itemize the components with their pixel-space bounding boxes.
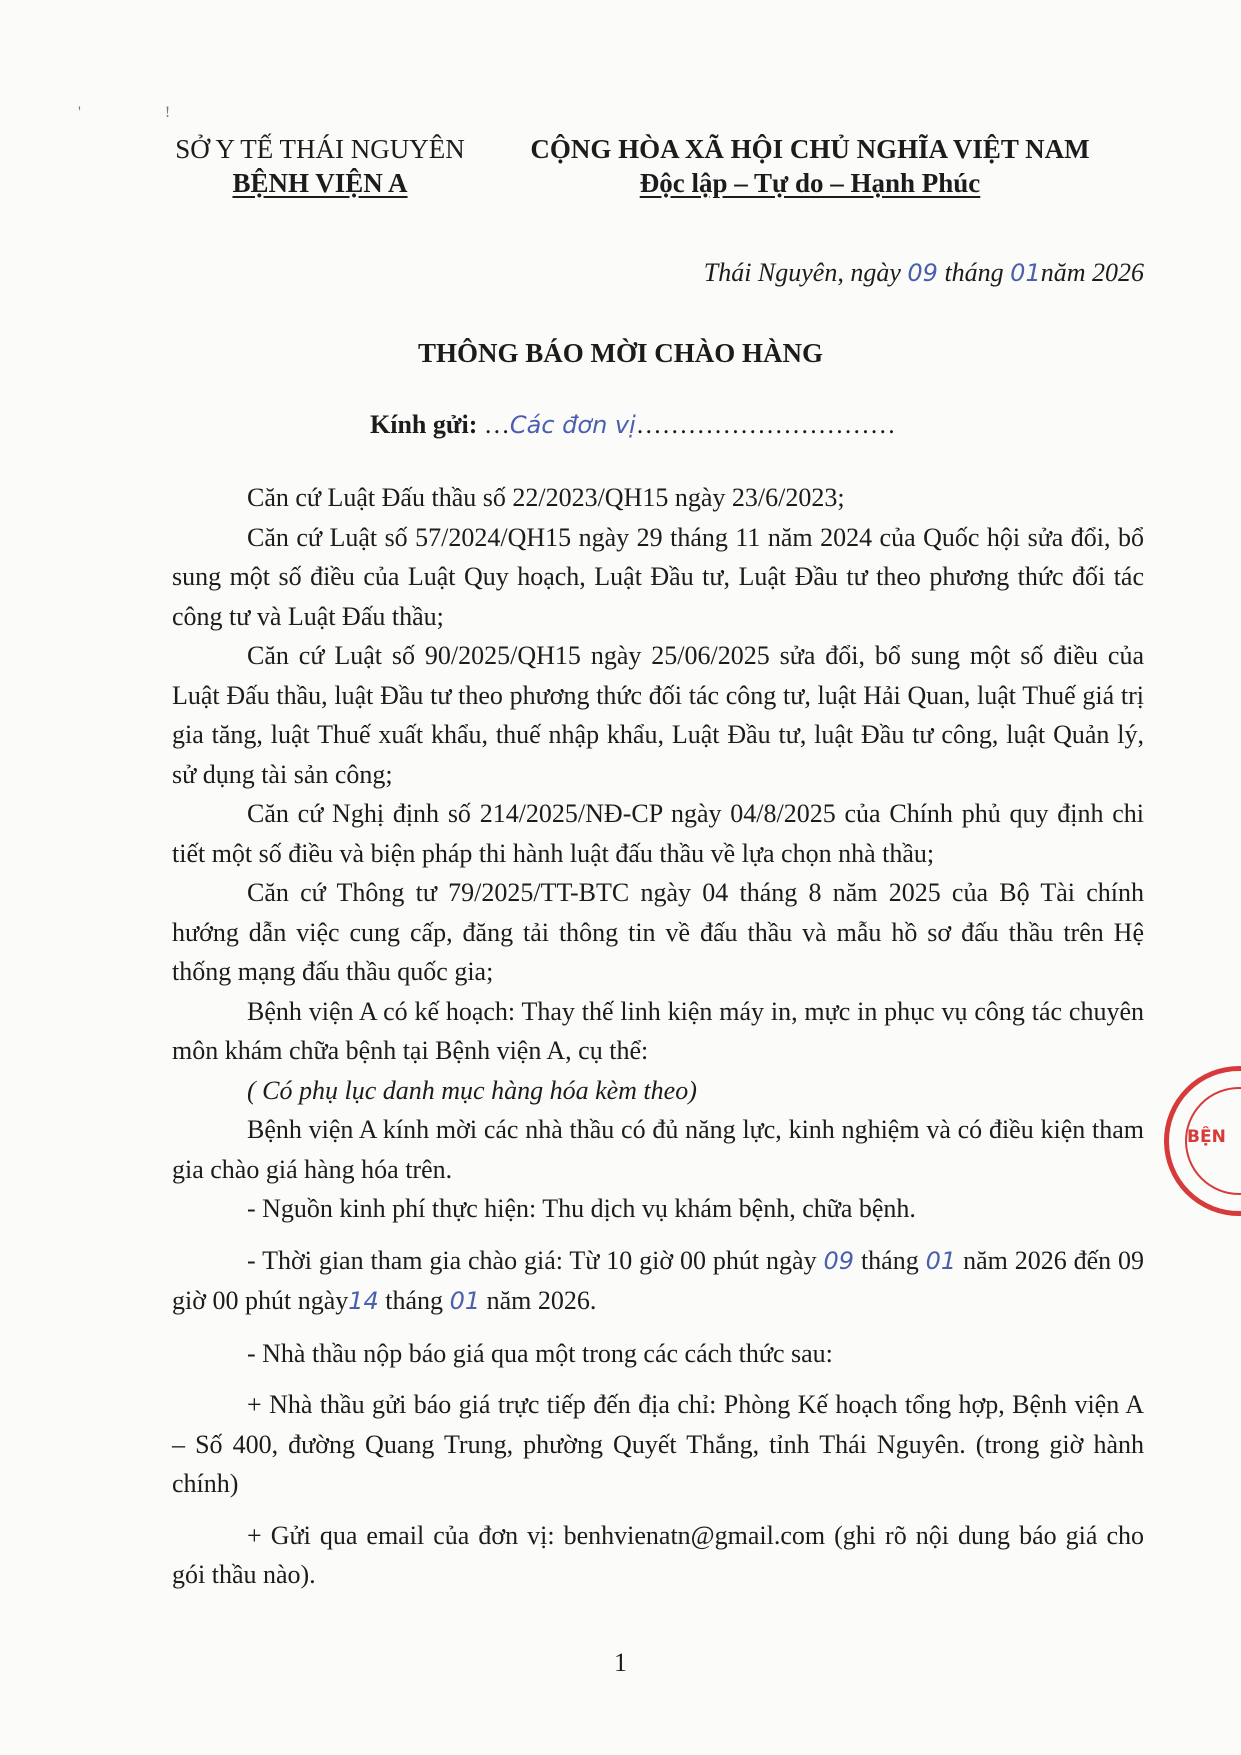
date-prefix: Thái Nguyên, ngày — [703, 258, 901, 287]
page-number: 1 — [614, 1648, 627, 1677]
funding-source: - Nguồn kinh phí thực hiện: Thu dịch vụ khám bệnh, chữa bệnh. — [247, 1194, 916, 1223]
nation-name: CỘNG HÒA XÃ HỘI CHỦ NGHĨA VIỆT NAM — [530, 134, 1090, 164]
date-year: năm 2026 — [1040, 258, 1144, 287]
start-day-handwritten: 09 — [823, 1246, 855, 1275]
submission-email: + Gửi qua email của đơn vị: benhvienatn@gmail.com (ghi rõ nội dung báo giá cho gói thầu nào). — [172, 1520, 1144, 1589]
appendix-note: ( Có phụ lục danh mục hàng hóa kèm theo) — [247, 1075, 697, 1105]
paragraph: Căn cứ Luật Đấu thầu số 22/2023/QH15 ngày 23/6/2023; — [247, 483, 845, 512]
paragraph: Bệnh viện A có kế hoạch: Thay thế linh kiện máy in, mực in phục vụ công tác chuyên môn khám chữa bệnh tại Bệnh viện A, cụ thể: — [172, 996, 1144, 1065]
end-day-handwritten: 14 — [348, 1287, 379, 1315]
submission-direct: + Nhà thầu gửi báo giá trực tiếp đến địa chỉ: Phòng Kế hoạch tổng hợp, Bệnh viện A – Số 400, đường Quang Trung, phường Quyết Thắng, tỉnh Thái Nguyên. (trong giờ hành chính) — [172, 1390, 1144, 1498]
issuing-organization — [160, 132, 480, 200]
paragraph: Căn cứ Nghị định số 214/2025/NĐ-CP ngày 04/8/2025 của Chính phủ quy định chi tiết một số điều và biện pháp thi hành luật đấu thầu về lựa chọn nhà thầu; — [172, 799, 1144, 868]
date-month-label: tháng — [944, 258, 1004, 287]
official-stamp-icon — [1164, 1066, 1241, 1216]
org-parent-name: SỞ Y TẾ THÁI NGUYÊN — [175, 134, 465, 164]
paragraph: Căn cứ Thông tư 79/2025/TT-BTC ngày 04 tháng 8 năm 2025 của Bộ Tài chính hướng dẫn việc cung cấp, đăng tải thông tin về đấu thầu và mẫu hồ sơ đấu thầu trên Hệ thống mạng đấu thầu quốc gia; — [172, 878, 1144, 986]
paragraph: Bệnh viện A kính mời các nhà thầu có đủ năng lực, kinh nghiệm và có điều kiện tham gia chào giá hàng hóa trên. — [172, 1115, 1144, 1184]
bidding-period: - Thời gian tham gia chào giá: Từ 10 giờ 00 phút ngày 09 tháng 01 năm 2026 đến 09 giờ 00 phút ngày14 tháng 01 năm 2026. — [172, 1245, 1145, 1315]
national-motto — [520, 132, 1100, 200]
stamp-text: BỆN — [1187, 1127, 1226, 1147]
end-month-handwritten: 01 — [449, 1287, 481, 1315]
paragraph: Căn cứ Luật số 57/2024/QH15 ngày 29 tháng 11 năm 2024 của Quốc hội sửa đổi, bổ sung một số điều của Luật Quy hoạch, Luật Đầu tư, Luật Đầu tư theo phương thức đối tác công tư và Luật Đấu thầu; — [172, 522, 1144, 631]
start-month-handwritten: 01 — [925, 1246, 957, 1275]
document-body — [172, 478, 1144, 1595]
scan-marks: ' ! — [78, 104, 211, 121]
recipient-label: Kính gửi: — [370, 410, 478, 439]
motto: Độc lập – Tự do – Hạnh Phúc — [639, 168, 981, 198]
paragraph: Căn cứ Luật số 90/2025/QH15 ngày 25/06/2025 sửa đổi, bổ sung một số điều của Luật Đấu thầu, luật Đầu tư theo phương thức đối tác công tư, luật Hải Quan, luật Thuế giá trị gia tăng, luật Thuế xuất khẩu, thuế nhập khẩu, Luật Đầu tư, luật Đầu tư công, luật Quản lý, sử dụng tài sản công; — [172, 641, 1144, 789]
date-day-handwritten: 09 — [907, 259, 938, 287]
org-name: BỆNH VIỆN A — [232, 168, 408, 198]
submission-methods: - Nhà thầu nộp báo giá qua một trong các cách thức sau: — [247, 1338, 833, 1368]
document-date — [704, 258, 1144, 288]
recipient-line: Kính gửi: …Các đơn vị………………………… — [370, 410, 896, 439]
date-month-handwritten: 01 — [1010, 259, 1041, 287]
recipient-value-handwritten: Các đơn vị — [509, 411, 636, 439]
document-title: THÔNG BÁO MỜI CHÀO HÀNG — [417, 338, 823, 368]
